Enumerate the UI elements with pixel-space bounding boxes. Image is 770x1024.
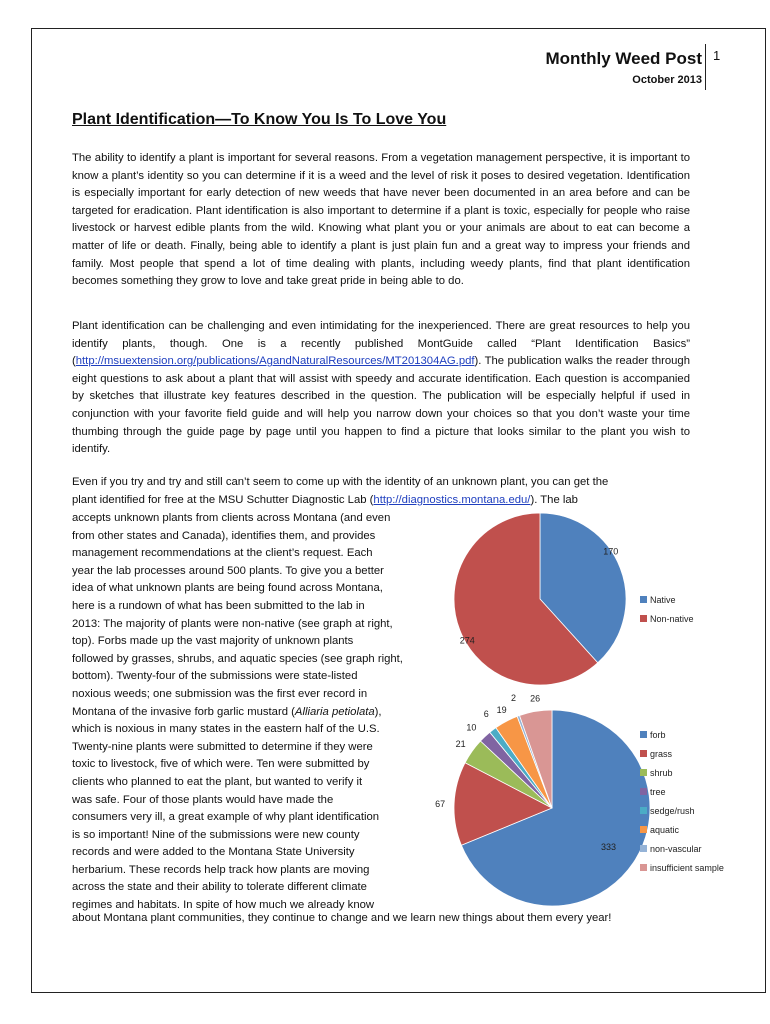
wrap-line: regimes and habitats. In spite of how much we already know: [72, 899, 375, 912]
legend-label-grass: grass: [650, 749, 673, 759]
header-divider: [705, 44, 706, 90]
legend-label-aquatic: aquatic: [650, 825, 680, 835]
data-label-tree: 10: [466, 722, 477, 733]
wrap-line: was safe. Four of those plants would have made the: [72, 793, 334, 806]
wrap-line: top). Forbs made up the vast majority of unknown plants: [72, 635, 354, 648]
paragraph-1-text: The ability to identify a plant is important for several reasons. From a vegetation management perspective, it is important to know a plant’s identity so you can determine if it is a weed and the level of risk it poses to desired vegetation. Identification is especially important for early detection of new weeds that have never been documented in an area before and can be targeted for eradication. Plant identification is also important to determine if a plant is toxic, especially for people who raise livestock or harvest edible plants from the wild. Knowing what plant you or your animals are about to eat can become a matter of life or death. Finally, being able to identify a plant is just plain fun and a great way to impress your friends and family. Most people that spend a lot of time dealing with plants, including weedy plants, find that plant identification becomes something they grow to love and take great pride in being able to do.: [72, 152, 690, 288]
legend-label-native: Native: [650, 595, 676, 605]
data-label-forb: 333: [600, 841, 616, 852]
wrap-line: noxious weeds; one submission was the first ever record in: [72, 687, 368, 700]
data-label-aquatic: 19: [496, 705, 507, 716]
wrap-line: here is a rundown of what has been submitted to the lab in: [72, 599, 365, 612]
legend-swatch-sedge-rush: [640, 807, 647, 814]
issue-date: October 2013: [632, 74, 702, 86]
data-label-non-vascular: 2: [511, 692, 517, 703]
legend-swatch-aquatic: [640, 826, 647, 833]
legend-swatch-forb: [640, 731, 647, 738]
wrap-line: records and were added to the Montana State University: [72, 846, 355, 859]
data-label-non-native: 274: [459, 635, 475, 646]
legend-label-non-native: Non-native: [650, 614, 694, 624]
montguide-link[interactable]: http://msuextension.org/publications/AgandNaturalResources/MT201304AG.pdf: [75, 355, 475, 368]
legend-label-tree: tree: [650, 787, 666, 797]
paragraph-3-line-2-b: ). The lab: [530, 493, 578, 506]
plant-type-pie-chart: [435, 692, 740, 912]
wrap-line: clients who planned to eat the plant, but wanted to verify it: [72, 775, 363, 788]
alliaria-line-a: Montana of the invasive forb garlic mustard (: [72, 705, 295, 718]
data-label-grass: 67: [435, 798, 446, 809]
wrap-line: from other states and Canada), identifies them, and provides: [72, 529, 376, 542]
paragraph-2-part-b: ). The publication walks the reader through eight questions to ask about a plant that will assist with speedy and accurate identification. Each question is accompanied by sketches that illustrate key features described in the question. The publication will be especially helpful if used in conjunction with your favorite field guide and will help you narrow down your choices so that you don’t waste your time thumbing through the guide page by page until you happen to find a picture that looks similar to the plant you wish to identify.: [72, 355, 690, 456]
alliaria-species-name: Alliaria petiolata: [294, 705, 375, 718]
article-title: Plant Identification—To Know You Is To Love You: [72, 111, 447, 128]
data-label-sedge-rush: 6: [483, 708, 489, 719]
wrap-line: toxic to livestock, five of which were. Ten were submitted by: [72, 758, 370, 771]
paragraph-3-intro: [72, 474, 690, 509]
legend-swatch-non-vascular: [640, 845, 647, 852]
legend-swatch-shrub: [640, 769, 647, 776]
wrap-line: year the lab processes around 500 plants. To give you a better: [72, 564, 384, 577]
paragraph-3-line-2-a: plant identified for free at the MSU Schutter Diagnostic Lab (: [72, 493, 374, 506]
legend-label-sedge-rush: sedge/rush: [650, 806, 695, 816]
newsletter-title: Monthly Weed Post: [545, 49, 702, 68]
paragraph-2: [72, 318, 690, 459]
data-label-shrub: 21: [455, 739, 466, 750]
alliaria-line-b: ),: [374, 705, 382, 718]
paragraph-3-wrapped: [72, 510, 444, 915]
wrap-line: accepts unknown plants from clients across Montana (and even: [72, 512, 391, 524]
wrap-line: which is noxious in many states in the eastern half of the U.S.: [72, 723, 380, 736]
data-label-native: 170: [603, 546, 619, 557]
diagnostics-link[interactable]: http://diagnostics.montana.edu/: [373, 493, 531, 506]
paragraph-3-line-1: Even if you try and try and still can’t seem to come up with the identity of an unknown plant, you can get the: [72, 476, 609, 488]
wrap-line: consumers very ill, a great example of why plant identification: [72, 811, 380, 824]
legend-label-insufficient-sample: insufficient sample: [650, 863, 724, 873]
legend-swatch-grass: [640, 750, 647, 757]
legend-label-forb: forb: [650, 730, 666, 740]
wrap-line: across the state and their ability to tolerate different climate: [72, 881, 367, 894]
paragraph-3-line-2: [72, 492, 690, 510]
wrap-line: idea of what unknown plants are being found across Montana,: [72, 582, 383, 595]
wrap-line: is so important! Nine of the submissions were new county: [72, 828, 360, 841]
paragraph-1: [72, 150, 690, 291]
legend-swatch-insufficient-sample: [640, 864, 647, 871]
wrap-line: followed by grasses, shrubs, and aquatic species (see graph right,: [72, 652, 403, 665]
paragraph-2-part-a: Plant identification can be challenging and even intimidating for the inexperienced. There are great resources to help you identify plants, though. One is a recently published MontGuide called “Plant Identification Basics” (: [72, 320, 690, 368]
wrap-line: herbarium. These records help track how plants are moving: [72, 863, 370, 876]
wrap-line: management recommendations at the client’s request. Each: [72, 547, 373, 560]
data-label-insufficient-sample: 26: [530, 693, 541, 704]
native-vs-nonnative-pie-chart: [440, 512, 720, 692]
legend-swatch-tree: [640, 788, 647, 795]
wrap-line: bottom). Twenty-four of the submissions were state-listed: [72, 670, 358, 683]
legend-label-shrub: shrub: [650, 768, 673, 778]
closing-line: about Montana plant communities, they continue to change and we learn new things about them every year!: [72, 912, 612, 924]
page-number: 1: [713, 48, 721, 63]
legend-swatch-native: [640, 596, 647, 603]
wrap-line: [72, 704, 444, 722]
wrap-line: Twenty-nine plants were submitted to determine if they were: [72, 740, 373, 753]
legend-swatch-non-native: [640, 615, 647, 622]
paragraph-2-text: [72, 318, 690, 459]
legend-label-non-vascular: non-vascular: [650, 844, 702, 854]
wrap-line: 2013: The majority of plants were non-native (see graph at right,: [72, 617, 393, 630]
